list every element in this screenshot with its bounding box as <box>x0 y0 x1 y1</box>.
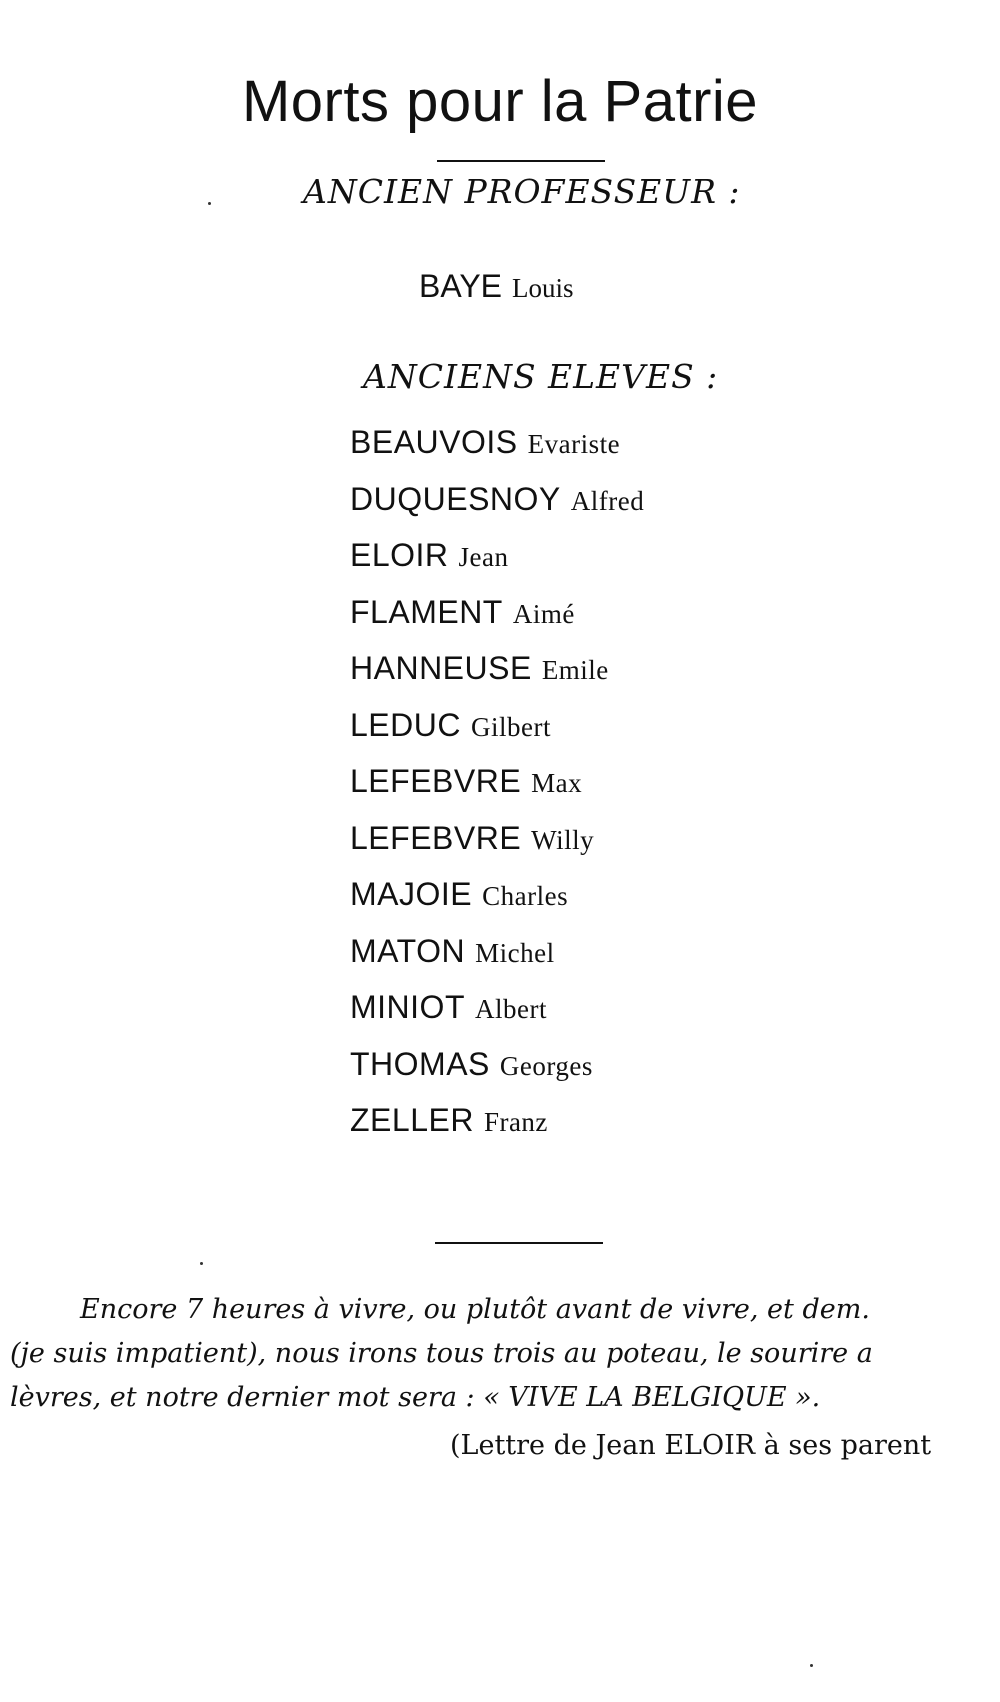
student-surname: MATON <box>350 932 466 969</box>
student-surname: ELOIR <box>350 537 449 573</box>
student-given-name: Jean <box>458 542 509 572</box>
page-title: Morts pour la Patrie <box>241 69 759 134</box>
list-item <box>350 820 644 877</box>
student-given-name: Alfred <box>570 485 645 516</box>
print-speck <box>810 1664 813 1667</box>
list-item <box>350 763 644 820</box>
student-given-name: Albert <box>474 994 547 1024</box>
student-given-name: Aimé <box>512 598 575 629</box>
list-item <box>350 989 644 1046</box>
student-given-name: Gilbert <box>470 711 551 742</box>
quote-line: lèvres, et notre dernier mot sera : « VIVE LA BELGIQUE ». <box>10 1382 821 1413</box>
title-divider <box>437 160 605 162</box>
list-item <box>350 594 644 651</box>
student-given-name: Michel <box>475 937 555 968</box>
teacher-given-name: Louis <box>512 273 574 303</box>
student-given-name: Willy <box>531 824 595 855</box>
student-surname: HANNEUSE <box>350 650 532 686</box>
student-surname: DUQUESNOY <box>350 480 561 517</box>
print-speck <box>200 1262 203 1265</box>
letter-quote <box>0 1288 1000 1420</box>
student-surname: MAJOIE <box>350 876 473 912</box>
student-surname: LEDUC <box>350 706 461 743</box>
student-surname: ZELLER <box>350 1102 474 1138</box>
student-surname: LEFEBVRE <box>350 763 522 799</box>
list-item <box>350 876 644 933</box>
list-item <box>350 481 644 538</box>
student-given-name: Charles <box>482 881 569 911</box>
print-speck <box>208 202 211 205</box>
student-given-name: Emile <box>541 655 609 685</box>
former-students-list <box>350 424 644 1159</box>
list-item <box>350 650 644 707</box>
student-given-name: Max <box>531 768 583 798</box>
student-surname: BEAUVOIS <box>350 424 518 460</box>
former-teacher-name <box>419 268 574 305</box>
list-item <box>350 1046 644 1103</box>
list-item <box>350 1102 644 1159</box>
student-surname: THOMAS <box>350 1045 490 1082</box>
student-given-name: Evariste <box>527 429 621 459</box>
student-given-name: Georges <box>499 1050 593 1081</box>
student-surname: LEFEBVRE <box>350 819 522 856</box>
quote-line: (je suis impatient), nous irons tous trois au poteau, le sourire a <box>10 1338 873 1369</box>
quote-line: Encore 7 heures à vivre, ou plutôt avant de vivre, et dem. <box>80 1294 870 1325</box>
former-students-heading: ANCIENS ELEVES : <box>363 357 719 396</box>
teacher-surname: BAYE <box>419 268 502 304</box>
student-given-name: Franz <box>483 1107 548 1137</box>
list-item <box>350 537 644 594</box>
list-item <box>350 424 644 481</box>
list-item <box>350 707 644 764</box>
list-item <box>350 933 644 990</box>
student-surname: MINIOT <box>350 989 465 1025</box>
quote-attribution: (Lettre de Jean ELOIR à ses parent <box>450 1430 932 1461</box>
student-surname: FLAMENT <box>350 593 503 630</box>
quote-divider <box>435 1242 603 1244</box>
former-teacher-heading: ANCIEN PROFESSEUR : <box>303 172 741 211</box>
